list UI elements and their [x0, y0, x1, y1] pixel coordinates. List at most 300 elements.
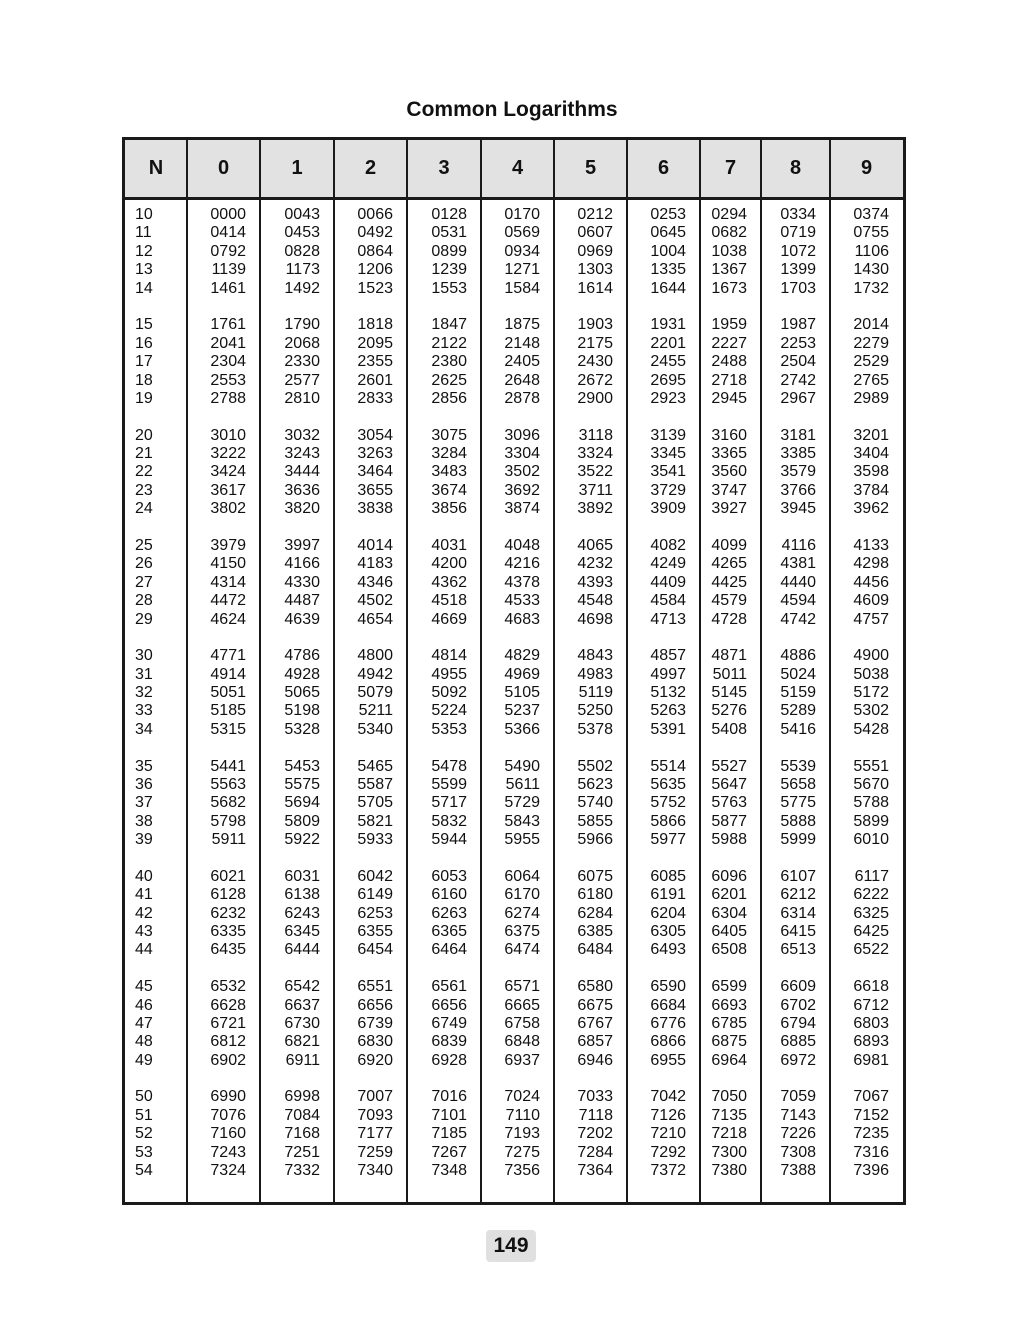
n-value: 54 [135, 1162, 153, 1179]
log-table [122, 137, 906, 1205]
log-mantissa: 6875 [711, 1033, 747, 1051]
log-mantissa: 7364 [577, 1162, 613, 1179]
log-mantissa: 4579 [711, 592, 747, 610]
log-mantissa: 4425 [711, 573, 747, 591]
n-value: 53 [135, 1143, 153, 1161]
log-mantissa: 3424 [210, 463, 246, 481]
log-mantissa: 6839 [431, 1033, 467, 1051]
log-mantissa: 4150 [210, 555, 246, 573]
log-mantissa: 3139 [650, 426, 686, 444]
log-mantissa: 4265 [711, 555, 747, 573]
log-mantissa: 7218 [711, 1125, 747, 1143]
log-mantissa: 5132 [650, 684, 686, 701]
log-mantissa: 5877 [711, 812, 747, 830]
log-mantissa: 2253 [780, 334, 816, 352]
log-mantissa: 5729 [504, 794, 540, 812]
log-mantissa: 6702 [780, 996, 816, 1014]
log-mantissa: 4381 [780, 555, 816, 573]
log-mantissa: 4298 [853, 555, 889, 573]
log-mantissa: 6117 [854, 867, 889, 885]
log-mantissa: 4654 [357, 610, 393, 628]
log-mantissa: 1673 [711, 279, 747, 297]
log-mantissa: 5821 [357, 812, 393, 830]
log-mantissa: 5911 [211, 831, 246, 849]
n-value: 17 [135, 353, 153, 371]
n-value: 51 [135, 1106, 153, 1124]
log-mantissa: 5416 [780, 720, 816, 738]
log-mantissa: 4548 [577, 592, 613, 610]
log-mantissa: 0170 [504, 206, 540, 223]
n-value: 49 [135, 1051, 153, 1069]
n-value: 24 [135, 500, 153, 518]
log-mantissa: 6937 [504, 1051, 540, 1069]
log-mantissa: 3711 [578, 481, 613, 499]
log-mantissa: 6107 [780, 867, 816, 885]
log-mantissa: 5563 [210, 775, 246, 793]
log-mantissa: 3962 [853, 500, 889, 518]
log-mantissa: 4166 [284, 555, 320, 573]
log-mantissa: 3766 [780, 481, 816, 499]
log-mantissa: 7135 [711, 1106, 747, 1124]
log-mantissa: 2577 [284, 371, 320, 389]
log-mantissa: 6425 [853, 923, 889, 940]
log-mantissa: 4742 [780, 610, 816, 628]
log-mantissa: 0934 [504, 242, 540, 260]
log-mantissa: 0899 [431, 242, 467, 260]
log-mantissa: 6484 [577, 941, 613, 959]
log-mantissa: 4983 [577, 665, 613, 683]
header-cell: 7 [724, 157, 737, 179]
log-mantissa: 7093 [357, 1106, 393, 1124]
log-mantissa: 2718 [711, 371, 747, 389]
log-mantissa: 1106 [854, 242, 889, 260]
log-mantissa: 3483 [431, 463, 467, 481]
log-mantissa: 6128 [210, 886, 246, 904]
log-mantissa: 2672 [577, 371, 613, 389]
column-divider [186, 140, 188, 1202]
log-mantissa: 6160 [431, 886, 467, 904]
n-value: 44 [135, 941, 153, 959]
log-mantissa: 3444 [284, 463, 320, 481]
log-mantissa: 0212 [577, 206, 613, 223]
n-value: 20 [135, 426, 153, 444]
log-mantissa: 1553 [431, 279, 467, 297]
log-mantissa: 2601 [357, 371, 393, 389]
log-mantissa: 4728 [711, 610, 747, 628]
log-mantissa: 6830 [357, 1033, 393, 1051]
log-mantissa: 2095 [357, 334, 393, 352]
log-mantissa: 3365 [711, 445, 747, 462]
log-mantissa: 6180 [577, 886, 613, 904]
log-mantissa: 5717 [431, 794, 467, 812]
log-mantissa: 1461 [210, 279, 246, 297]
log-mantissa: 6243 [284, 904, 320, 922]
log-mantissa: 1903 [577, 316, 613, 334]
log-mantissa: 6928 [431, 1051, 467, 1069]
n-value: 37 [135, 794, 153, 812]
log-mantissa: 3032 [284, 426, 320, 444]
log-mantissa: 6191 [650, 886, 686, 904]
log-mantissa: 6075 [577, 867, 613, 885]
log-mantissa: 6405 [711, 923, 747, 940]
log-mantissa: 2504 [780, 353, 816, 371]
log-mantissa: 6920 [357, 1051, 393, 1069]
log-mantissa: 6684 [650, 996, 686, 1014]
header-cell: 1 [291, 157, 303, 179]
column-divider [553, 140, 555, 1202]
log-mantissa: 7300 [711, 1143, 747, 1161]
log-mantissa: 1987 [780, 316, 816, 334]
n-value: 29 [135, 610, 153, 628]
n-value: 12 [135, 242, 153, 260]
n-value: 26 [135, 555, 153, 573]
log-mantissa: 3636 [284, 481, 320, 499]
log-mantissa: 7235 [853, 1125, 889, 1143]
log-mantissa: 2833 [357, 389, 393, 407]
log-mantissa: 5340 [357, 720, 393, 738]
log-mantissa: 1173 [285, 261, 320, 279]
log-mantissa: 6304 [711, 904, 747, 922]
log-mantissa: 4409 [650, 573, 686, 591]
log-mantissa: 6042 [357, 867, 393, 885]
log-mantissa: 7284 [577, 1143, 613, 1161]
log-mantissa: 7259 [357, 1143, 393, 1161]
log-mantissa: 6365 [431, 923, 467, 940]
log-mantissa: 1790 [284, 316, 320, 334]
log-mantissa: 3560 [711, 463, 747, 481]
n-value: 36 [135, 775, 153, 793]
log-mantissa: 2765 [853, 371, 889, 389]
log-mantissa: 7024 [504, 1088, 540, 1106]
log-mantissa: 5752 [650, 794, 686, 812]
log-mantissa: 6848 [504, 1033, 540, 1051]
log-mantissa: 6618 [853, 978, 889, 996]
log-mantissa: 5119 [578, 684, 613, 701]
log-mantissa: 4133 [853, 536, 889, 554]
log-mantissa: 3598 [853, 463, 889, 481]
log-mantissa: 7160 [210, 1125, 246, 1143]
log-mantissa: 1004 [650, 242, 686, 260]
log-mantissa: 0000 [210, 206, 246, 223]
log-mantissa: 1335 [650, 261, 686, 279]
log-mantissa: 5899 [853, 812, 889, 830]
log-mantissa: 6274 [504, 904, 540, 922]
n-value: 33 [135, 702, 153, 720]
log-mantissa: 6138 [284, 886, 320, 904]
log-mantissa: 3541 [650, 463, 686, 481]
log-mantissa: 6170 [504, 886, 540, 904]
log-mantissa: 4886 [780, 647, 816, 665]
log-mantissa: 4314 [210, 573, 246, 591]
n-value: 15 [135, 316, 153, 334]
log-mantissa: 2279 [853, 334, 889, 352]
log-mantissa: 7243 [210, 1143, 246, 1161]
log-mantissa: 0334 [780, 206, 816, 223]
log-mantissa: 5682 [210, 794, 246, 812]
log-mantissa: 7226 [780, 1125, 816, 1143]
log-mantissa: 5250 [577, 702, 613, 720]
log-mantissa: 5237 [504, 702, 540, 720]
log-mantissa: 1847 [431, 316, 467, 334]
log-mantissa: 6474 [504, 941, 540, 959]
header-cell: 8 [789, 157, 802, 179]
log-mantissa: 6656 [431, 996, 467, 1014]
log-mantissa: 5623 [577, 775, 613, 793]
log-mantissa: 6990 [210, 1088, 246, 1106]
log-mantissa: 5999 [780, 831, 816, 849]
log-mantissa: 5977 [650, 831, 686, 849]
log-mantissa: 6803 [853, 1014, 889, 1032]
log-mantissa: 5276 [711, 702, 747, 720]
log-mantissa: 0253 [650, 206, 686, 223]
log-mantissa: 5198 [284, 702, 320, 720]
log-mantissa: 1367 [711, 261, 747, 279]
log-mantissa: 6590 [650, 978, 686, 996]
n-value: 28 [135, 592, 153, 610]
log-mantissa: 5159 [780, 684, 816, 701]
log-mantissa: 3385 [780, 445, 816, 462]
log-mantissa: 4857 [650, 647, 686, 665]
log-mantissa: 5670 [853, 775, 889, 793]
log-mantissa: 0128 [431, 206, 467, 223]
log-mantissa: 1703 [780, 279, 816, 297]
n-value: 48 [135, 1033, 153, 1051]
log-mantissa: 2405 [504, 353, 540, 371]
log-mantissa: 6730 [284, 1014, 320, 1032]
log-mantissa: 6335 [210, 923, 246, 940]
log-mantissa: 0682 [711, 224, 747, 242]
log-mantissa: 4829 [504, 647, 540, 665]
n-value: 43 [135, 923, 153, 940]
n-value: 34 [135, 720, 153, 738]
log-mantissa: 3892 [577, 500, 613, 518]
log-mantissa: 6522 [853, 941, 889, 959]
log-mantissa: 5514 [650, 757, 686, 775]
log-mantissa: 6204 [650, 904, 686, 922]
n-value: 25 [135, 536, 153, 554]
log-mantissa: 6345 [284, 923, 320, 940]
log-mantissa: 7251 [284, 1143, 320, 1161]
n-value: 14 [135, 279, 153, 297]
log-mantissa: 3464 [357, 463, 393, 481]
log-mantissa: 7210 [650, 1125, 686, 1143]
log-mantissa: 3345 [650, 445, 686, 462]
log-mantissa: 7372 [650, 1162, 686, 1179]
log-mantissa: 7126 [650, 1106, 686, 1124]
n-value: 11 [135, 224, 152, 242]
log-mantissa: 5079 [357, 684, 393, 701]
column-divider [259, 140, 261, 1202]
log-mantissa: 7185 [431, 1125, 467, 1143]
log-mantissa: 1038 [711, 242, 747, 260]
log-mantissa: 3784 [853, 481, 889, 499]
log-mantissa: 4031 [431, 536, 467, 554]
log-mantissa: 6542 [284, 978, 320, 996]
log-mantissa: 7316 [853, 1143, 889, 1161]
log-mantissa: 6693 [711, 996, 747, 1014]
log-mantissa: 4014 [357, 536, 393, 554]
log-mantissa: 5353 [431, 720, 467, 738]
log-mantissa: 6794 [780, 1014, 816, 1032]
log-mantissa: 3579 [780, 463, 816, 481]
log-mantissa: 4249 [650, 555, 686, 573]
log-mantissa: 0755 [853, 224, 889, 242]
log-mantissa: 6305 [650, 923, 686, 940]
log-mantissa: 7388 [780, 1162, 816, 1179]
log-mantissa: 6149 [357, 886, 393, 904]
log-mantissa: 7016 [431, 1088, 467, 1106]
log-mantissa: 4698 [577, 610, 613, 628]
log-mantissa: 6513 [780, 941, 816, 959]
log-mantissa: 1761 [210, 316, 246, 334]
table-header-row [125, 140, 903, 200]
log-mantissa: 6508 [711, 941, 747, 959]
log-mantissa: 6355 [357, 923, 393, 940]
log-mantissa: 6010 [853, 831, 889, 849]
log-mantissa: 6675 [577, 996, 613, 1014]
log-mantissa: 5211 [358, 702, 393, 720]
log-mantissa: 5843 [504, 812, 540, 830]
log-mantissa: 0066 [357, 206, 393, 223]
log-mantissa: 4440 [780, 573, 816, 591]
log-mantissa: 2201 [650, 334, 686, 352]
log-mantissa: 5145 [711, 684, 747, 701]
log-mantissa: 6821 [284, 1033, 320, 1051]
log-mantissa: 7177 [357, 1125, 393, 1143]
header-cell: N [148, 157, 164, 179]
log-mantissa: 6212 [780, 886, 816, 904]
log-mantissa: 1430 [853, 261, 889, 279]
log-mantissa: 5527 [711, 757, 747, 775]
log-mantissa: 4713 [650, 610, 686, 628]
log-mantissa: 5705 [357, 794, 393, 812]
log-mantissa: 0492 [357, 224, 393, 242]
log-mantissa: 6222 [853, 886, 889, 904]
log-mantissa: 6232 [210, 904, 246, 922]
log-mantissa: 2330 [284, 353, 320, 371]
column-divider [480, 140, 482, 1202]
log-mantissa: 6444 [284, 941, 320, 959]
log-mantissa: 7050 [711, 1088, 747, 1106]
log-mantissa: 2122 [431, 334, 467, 352]
log-mantissa: 5024 [780, 665, 816, 683]
log-mantissa: 2923 [650, 389, 686, 407]
log-mantissa: 5328 [284, 720, 320, 738]
log-mantissa: 6532 [210, 978, 246, 996]
n-value: 22 [135, 463, 153, 481]
log-mantissa: 3927 [711, 500, 747, 518]
log-mantissa: 2355 [357, 353, 393, 371]
log-mantissa: 4683 [504, 610, 540, 628]
log-mantissa: 1303 [577, 261, 613, 279]
log-mantissa: 4814 [431, 647, 467, 665]
page-number: 149 [486, 1230, 536, 1262]
log-mantissa: 7033 [577, 1088, 613, 1106]
log-mantissa: 2304 [210, 353, 246, 371]
log-mantissa: 3655 [357, 481, 393, 499]
log-mantissa: 3263 [357, 445, 393, 462]
log-mantissa: 6580 [577, 978, 613, 996]
log-mantissa: 6758 [504, 1014, 540, 1032]
column-divider [760, 140, 762, 1202]
log-mantissa: 4393 [577, 573, 613, 591]
log-mantissa: 5944 [431, 831, 467, 849]
log-mantissa: 4183 [357, 555, 393, 573]
log-mantissa: 4048 [504, 536, 540, 554]
log-mantissa: 4116 [781, 536, 816, 554]
log-mantissa: 0531 [431, 224, 467, 242]
column-divider [406, 140, 408, 1202]
log-mantissa: 3747 [711, 481, 747, 499]
log-mantissa: 5302 [853, 702, 889, 720]
log-mantissa: 3075 [431, 426, 467, 444]
log-mantissa: 5635 [650, 775, 686, 793]
log-mantissa: 2041 [210, 334, 246, 352]
log-mantissa: 5775 [780, 794, 816, 812]
log-mantissa: 0607 [577, 224, 613, 242]
n-value: 30 [135, 647, 153, 665]
log-mantissa: 4065 [577, 536, 613, 554]
log-mantissa: 3522 [577, 463, 613, 481]
log-mantissa: 4533 [504, 592, 540, 610]
log-mantissa: 5599 [431, 775, 467, 793]
n-value: 41 [135, 886, 153, 904]
log-mantissa: 3284 [431, 445, 467, 462]
log-mantissa: 0043 [284, 206, 320, 223]
log-mantissa: 6021 [210, 867, 246, 885]
log-mantissa: 6201 [711, 886, 747, 904]
log-mantissa: 7308 [780, 1143, 816, 1161]
log-mantissa: 4955 [431, 665, 467, 683]
log-mantissa: 1818 [357, 316, 393, 334]
header-cell: 6 [657, 157, 670, 179]
log-mantissa: 3096 [504, 426, 540, 444]
log-mantissa: 1584 [504, 279, 540, 297]
log-mantissa: 6561 [431, 978, 467, 996]
log-mantissa: 5647 [711, 775, 747, 793]
log-mantissa: 4942 [357, 665, 393, 683]
log-mantissa: 5611 [505, 775, 540, 793]
log-mantissa: 4099 [711, 536, 747, 554]
log-mantissa: 4200 [431, 555, 467, 573]
log-mantissa: 5966 [577, 831, 613, 849]
n-value: 39 [135, 831, 153, 849]
log-mantissa: 2014 [853, 316, 889, 334]
log-mantissa: 5465 [357, 757, 393, 775]
log-mantissa: 6551 [357, 978, 393, 996]
log-mantissa: 6776 [650, 1014, 686, 1032]
log-mantissa: 4843 [577, 647, 613, 665]
log-mantissa: 4757 [853, 610, 889, 628]
log-mantissa: 5011 [712, 665, 747, 683]
log-mantissa: 4786 [284, 647, 320, 665]
log-mantissa: 0969 [577, 242, 613, 260]
log-mantissa: 0792 [210, 242, 246, 260]
log-mantissa: 5065 [284, 684, 320, 701]
log-mantissa: 3617 [210, 481, 246, 499]
log-mantissa: 7267 [431, 1143, 467, 1161]
log-mantissa: 6885 [780, 1033, 816, 1051]
log-mantissa: 3502 [504, 463, 540, 481]
log-mantissa: 2175 [577, 334, 613, 352]
log-mantissa: 6749 [431, 1014, 467, 1032]
log-mantissa: 6981 [853, 1051, 889, 1069]
log-mantissa: 7332 [284, 1162, 320, 1179]
log-mantissa: 2148 [504, 334, 540, 352]
log-mantissa: 6284 [577, 904, 613, 922]
log-mantissa: 4330 [284, 573, 320, 591]
n-value: 23 [135, 481, 153, 499]
